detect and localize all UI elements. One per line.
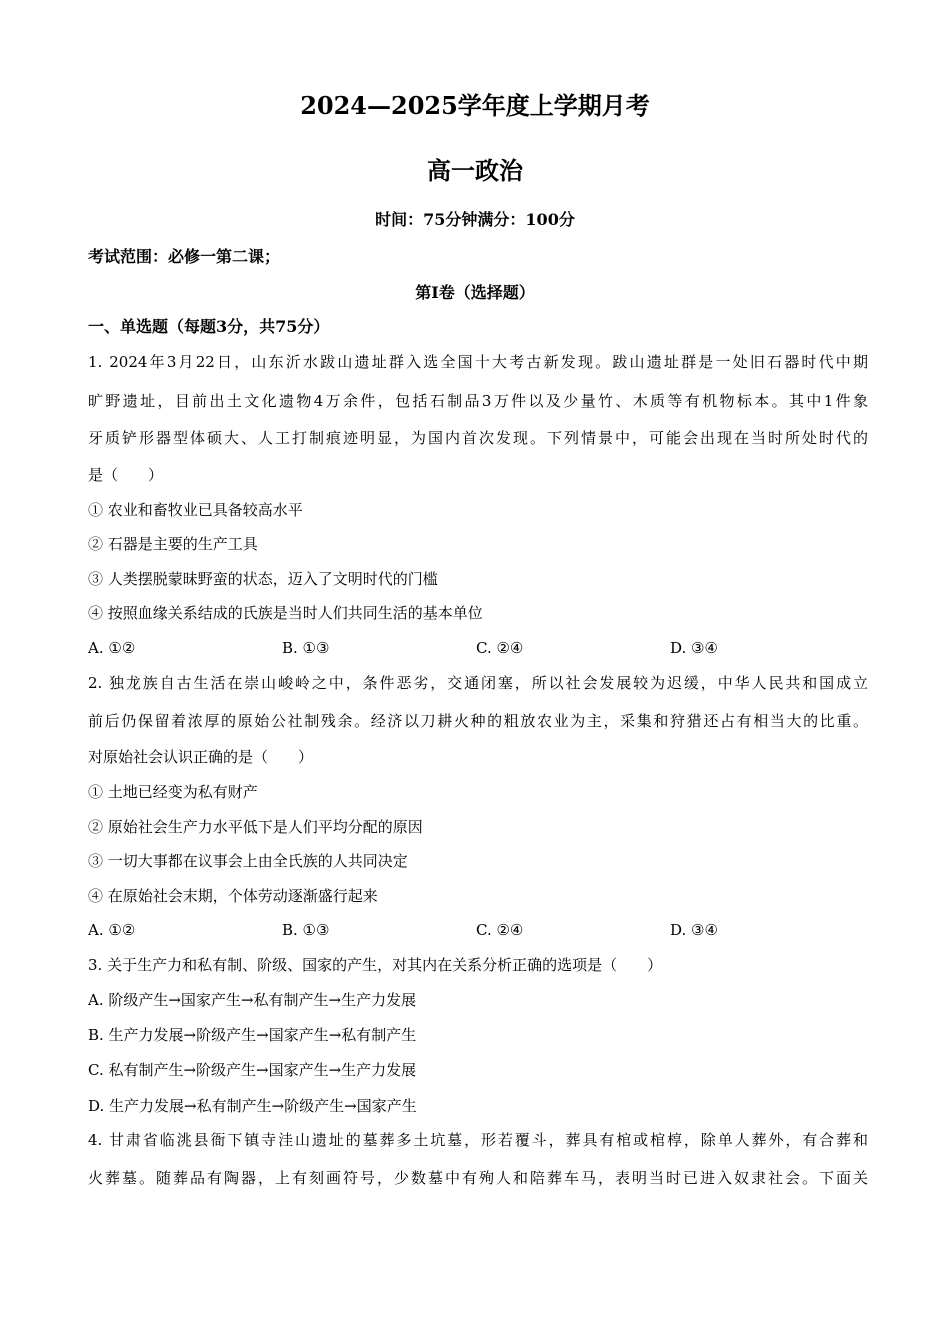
q2-option-a: A. ①② bbox=[88, 921, 136, 939]
time-score-info: 时间：75分钟满分：100分 bbox=[375, 210, 575, 229]
q3-choice-d: D. 生产力发展→私有制产生→阶级产生→国家产生 bbox=[88, 1097, 417, 1115]
q4-stem-line: 火葬墓。随葬品有陶器，上有刻画符号，少数墓中有殉人和陪葬车马，表明当时已进入奴隶社会。下面关 bbox=[88, 1169, 868, 1187]
q3-choice-a: A. 阶级产生→国家产生→私有制产生→生产力发展 bbox=[88, 991, 417, 1009]
q1-option-a: A. ①② bbox=[88, 639, 136, 657]
q1-statement: ① 农业和畜牧业已具备较高水平 bbox=[88, 501, 303, 519]
q1-statement: ④ 按照血缘关系结成的氏族是当时人们共同生活的基本单位 bbox=[88, 604, 483, 622]
q2-statement: ① 土地已经变为私有财产 bbox=[88, 783, 258, 801]
q2-stem-line: 对原始社会认识正确的是（ ） bbox=[88, 748, 314, 766]
q2-option-c: C. ②④ bbox=[476, 921, 524, 939]
q1-option-d: D. ③④ bbox=[670, 639, 718, 657]
q2-option-b: B. ①③ bbox=[282, 921, 330, 939]
q2-statement: ④ 在原始社会末期，个体劳动逐渐盛行起来 bbox=[88, 887, 378, 905]
q1-statement: ② 石器是主要的生产工具 bbox=[88, 535, 258, 553]
q4-stem-line: 4. 甘肃省临洮县衙下镇寺洼山遗址的墓葬多土坑墓，形若覆斗，葬具有棺或棺椁，除单人葬外，有合葬和 bbox=[88, 1131, 868, 1149]
q1-stem-line: 1. 2024年3月22日，山东沂水跋山遗址群入选全国十大考古新发现。跋山遗址群是一处旧石器时代中期 bbox=[88, 353, 868, 371]
q3-stem-line: 3. 关于生产力和私有制、阶级、国家的产生，对其内在关系分析正确的选项是（ ） bbox=[88, 956, 663, 974]
q1-option-b: B. ①③ bbox=[282, 639, 330, 657]
q3-choice-c: C. 私有制产生→阶级产生→国家产生→生产力发展 bbox=[88, 1061, 417, 1079]
q1-stem-line: 旷野遗址，目前出土文化遗物4万余件，包括石制品3万件以及少量竹、木质等有机物标本。其中1件象 bbox=[88, 392, 868, 410]
exam-title: 2024—2025学年度上学期月考 bbox=[300, 91, 650, 120]
q3-choice-b: B. 生产力发展→阶级产生→国家产生→私有制产生 bbox=[88, 1026, 417, 1044]
q1-stem-line: 牙质铲形器型体硕大、人工打制痕迹明显，为国内首次发现。下列情景中，可能会出现在当时所处时代的 bbox=[88, 429, 868, 447]
q2-statement: ③ 一切大事都在议事会上由全氏族的人共同决定 bbox=[88, 852, 408, 870]
q1-option-c: C. ②④ bbox=[476, 639, 524, 657]
q2-option-d: D. ③④ bbox=[670, 921, 718, 939]
volume-heading: 第I卷（选择题） bbox=[415, 283, 535, 302]
exam-scope: 考试范围：必修一第二课； bbox=[88, 247, 281, 266]
q1-stem-line: 是（ ） bbox=[88, 466, 164, 484]
q2-stem-line: 前后仍保留着浓厚的原始公社制残余。经济以刀耕火种的粗放农业为主，采集和狩猎还占有相当大的比重。 bbox=[88, 712, 868, 730]
subject-title: 高一政治 bbox=[427, 156, 523, 185]
section-heading: 一、单选题（每题3分，共75分） bbox=[88, 317, 330, 336]
q2-stem-line: 2. 独龙族自古生活在崇山峻岭之中，条件恶劣，交通闭塞，所以社会发展较为迟缓，中华人民共和国成立 bbox=[88, 674, 868, 692]
q2-statement: ② 原始社会生产力水平低下是人们平均分配的原因 bbox=[88, 818, 423, 836]
q1-statement: ③ 人类摆脱蒙昧野蛮的状态，迈入了文明时代的门槛 bbox=[88, 570, 438, 588]
